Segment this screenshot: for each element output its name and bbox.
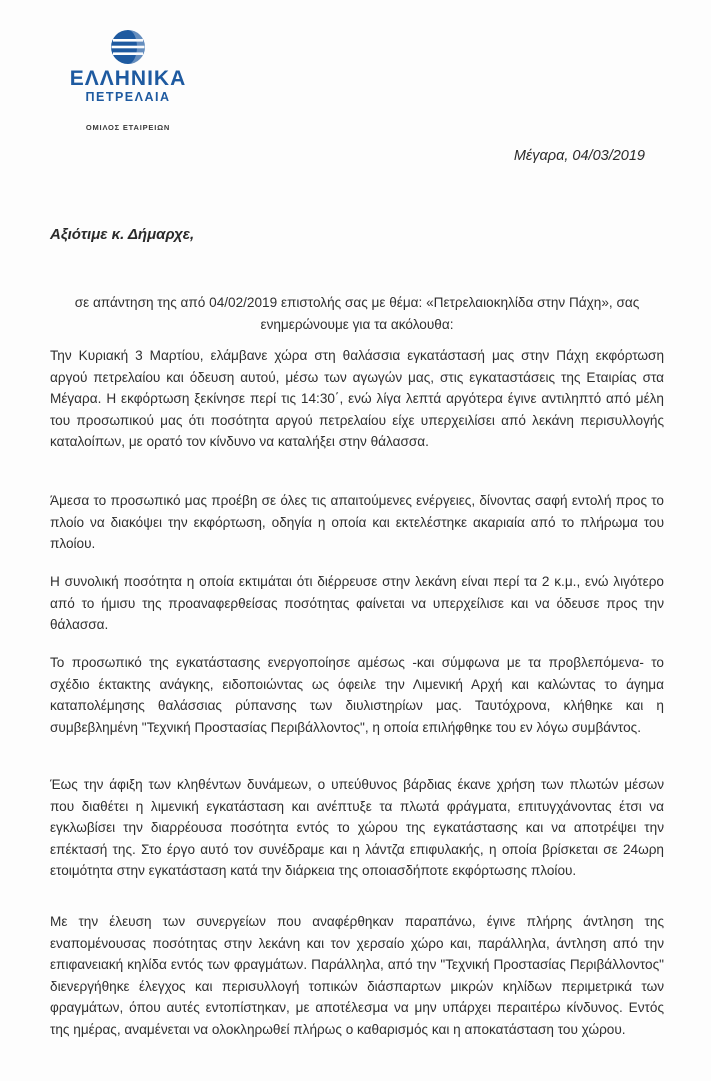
salutation: Αξιότιμε κ. Δήμαρχε,	[50, 226, 195, 243]
hellenic-petroleum-logo-icon	[109, 28, 147, 66]
paragraph-6: Με την έλευση των συνεργείων που αναφέρθηκαν παραπάνω, έγινε πλήρης άντληση της εναπομένουσας ποσότητας στην λεκάνη και τον χερσαίο χώρο και, παράλληλα, άντληση από την επιφανειακή κηλίδα εντός των φραγμάτων. Παράλληλα, από την "Τεχνική Προστασίας Περιβάλλοντος" διενεργήθηκε έλεγχος και περισυλλογή τοπικών διάσπαρτων μικρών κηλίδων περιμετρικά των φραγμάτων, όπου αυτές εντοπίστηκαν, με αποτέλεσμα να μην υπάρχει περαιτέρω κίνδυνος. Εντός της ημέρας, αναμένεται να ολοκληρωθεί πλήρως ο καθαρισμός και η αποκατάσταση του χώρου.	[50, 914, 664, 1037]
paragraph-5: Έως την άφιξη των κληθέντων δυνάμεων, ο υπεύθυνος βάρδιας έκανε χρήση των πλωτών μέσων που διαθέτει η λιμενική εγκατάσταση και ανέπτυξε τα πλωτά φράγματα, επιτυγχάνοντας έτσι να εγκλωβίσει την διαρρέουσα ποσότητα εντός το χώρου της εγκατάστασης και να αποτρέψει την επέκτασή της. Στο έργο αυτό τον συνέδραμε και η λάντζα επιφυλακής, η οποία βρίσκεται σε 24ωρη ετοιμότητα στην εγκατάσταση κατά την διάρκεια της οποιασδήποτε εκφόρτωσης πλοίου.	[50, 777, 664, 879]
paragraph-2: Άμεσα το προσωπικό μας προέβη σε όλες τις απαιτούμενες ενέργειες, δίνοντας σαφή εντολή προς το πλοίο να διακόψει την εκφόρτωση, οδηγία η οποία και εκτελέστηκε ακαριαία από το πλήρωμα του πλοίου.	[50, 493, 664, 552]
paragraph-4: Το προσωπικό της εγκατάστασης ενεργοποίησε αμέσως -και σύμφωνα με τα προβλεπόμενα- το σχέδιο έκτακτης ανάγκης, ειδοποιώντας ως όφειλε την Λιμενική Αρχή και καλώντας το άγημα καταπολέμησης θαλάσσιας ρύπανσης των διυλιστηρίων μας. Ταυτόχρονα, κλήθηκε και η συμβεβλημένη "Τεχνική Προστασίας Περιβάλλοντος", η οποία επιλήφθηκε του εν λόγω συμβάντος.	[50, 655, 664, 735]
company-subname: ΠΕΤΡΕΛΑΙΑ	[85, 90, 171, 104]
letterhead-logo	[58, 28, 198, 104]
letter-date: Μέγαρα, 04/03/2019	[513, 148, 645, 164]
paragraph-1: Την Κυριακή 3 Μαρτίου, ελάμβανε χώρα στη θαλάσσια εγκατάστασή μας στην Πάχη εκφόρτωση αργού πετρελαίου και όδευση αυτού, μέσω των αγωγών μας, στις εγκαταστάσεις της Εταιρίας στα Μέγαρα. Η εκφόρτωση ξεκίνησε περί τις 14:30΄, ενώ λίγα λεπτά αργότερα έγινε αντιληπτό από μέλη του προσωπικού μας ότι ποσότητα αργού πετρελαίου είχε υπερχειλίσει από λεκάνη περισυλλογής καταλοίπων, με ορατό τον κίνδυνο να καταλήξει στην θάλασσα.	[50, 348, 664, 450]
company-name: ΕΛΛΗΝΙΚΑ	[69, 67, 187, 90]
group-label: ΟΜΙΛΟΣ ΕΤΑΙΡΕΙΩΝ	[85, 123, 171, 132]
paragraph-3: Η συνολική ποσότητα η οποία εκτιμάται ότι διέρρευσε στην λεκάνη είναι περί τα 2 κ.μ., ενώ λιγότερο από το ήμισυ της προαναφερθείσας ποσότητας φαίνεται να υπερχείλισε και να όδευσε προς την θάλασσα.	[50, 574, 664, 633]
intro-paragraph: σε απάντηση της από 04/02/2019 επιστολής σας με θέμα: «Πετρελαιοκηλίδα στην Πάχη», σας ενημερώνουμε για τα ακόλουθα:	[74, 295, 640, 332]
